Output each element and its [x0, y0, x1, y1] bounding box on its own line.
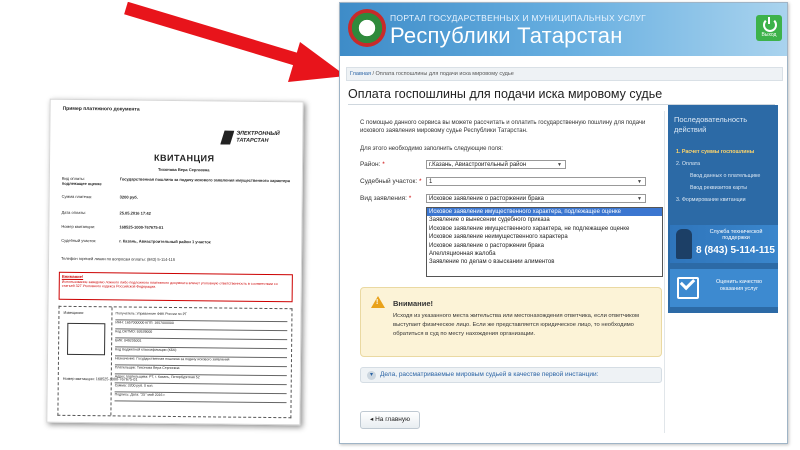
- warning-text: Исходя из указанного места жительства или местонахождения ответчика, если ответчиком выступает физическое лицо. Если же представляется юридическое лицо, то необходимо обратиться в суд по месту нахождения организации.: [393, 313, 639, 337]
- tatarstan-emblem-icon: [348, 9, 386, 47]
- dropdown-option[interactable]: Апелляционная жалоба: [429, 250, 496, 257]
- support-phone: 8 (843) 5-114-115: [696, 245, 775, 256]
- receipt-row: Дата оплаты: 25.05.2016 17:42: [61, 209, 151, 216]
- court-section-label: Судебный участок: *: [360, 178, 422, 185]
- step-item: 1. Расчет суммы госпошлины: [676, 149, 755, 155]
- header-title: Республики Татарстан: [390, 23, 623, 48]
- sidebar-title: Последовательность действий: [674, 115, 748, 134]
- chevron-left-icon: ◂: [370, 416, 374, 423]
- electronic-tatarstan-logo: ЭЛЕКТРОННЫЙ ТАТАРСТАН: [220, 129, 290, 146]
- receipt-row: Номер квитанции: 168525-1000-767675-01: [61, 223, 164, 230]
- intro-instruction: Для этого необходимо заполнить следующие поля:: [360, 146, 503, 152]
- rate-service-button[interactable]: Оценить качество оказания услуг: [670, 269, 778, 307]
- page-title: Оплата госпошлины для подачи иска мировому судье: [348, 87, 663, 101]
- receipt-row: Вид оплаты: Государственная пошлина за подачу искового заявления имущественного характера подлежащее оценке: [61, 175, 290, 187]
- district-select[interactable]: г.Казань, Авиастроительный район ▼: [426, 160, 566, 169]
- step-item: 2. Оплата: [676, 161, 701, 167]
- chevron-down-icon: ▼: [637, 179, 642, 185]
- logo-mark-icon: [220, 130, 234, 144]
- dropdown-option[interactable]: Заявление о вынесении судебного приказа: [429, 217, 550, 224]
- intro-text: С помощью данного сервиса вы можете рассчитать и оплатить государственную пошлину для подачи искового заявления мировому судье Республики Татарстан.: [360, 120, 646, 134]
- court-section-select[interactable]: 1 ▼: [426, 177, 646, 186]
- portal-header: [340, 3, 787, 56]
- application-type-label: Вид заявления: *: [360, 195, 412, 202]
- step-item: 3. Формирование квитанции: [676, 197, 746, 203]
- breadcrumb-home-link[interactable]: Главная: [350, 71, 371, 77]
- power-icon: [763, 18, 777, 32]
- chevron-down-icon: ▾: [367, 371, 376, 380]
- red-arrow: [120, 2, 350, 82]
- dropdown-option[interactable]: Заявление по делам о взыскании алиментов: [429, 259, 555, 266]
- stamp-box: [67, 323, 105, 355]
- support-banner[interactable]: Служба технической поддержки 8 (843) 5-114-115: [670, 225, 778, 263]
- back-to-home-button[interactable]: ◂ На главную: [360, 411, 420, 429]
- breadcrumb: Главная / Оплата госпошлины для подачи иска мировому судье: [346, 67, 783, 81]
- exit-button[interactable]: Выход: [756, 15, 782, 41]
- dropdown-option[interactable]: Исковое заявление о расторжении брака: [429, 242, 544, 249]
- application-type-dropdown-list: [426, 207, 663, 277]
- district-label: Район: *: [360, 161, 385, 168]
- payment-receipt-document: [46, 99, 303, 426]
- receipt-row: Судебный участок: г. Казань, Авиастроительный район 1 участок: [61, 237, 211, 245]
- form-lines: Получатель: Управление ФФК России по РТ ИНН: 1657000000 КПП: 1657000000 Код ОКТМО: 92639000 БИК: 049205001 Код бюджетной классификации (КБК): Назначение: Государственная пошлина за подачу искового заявления Плательщик: Тихонова Вера Сергеевна Адрес плательщика: РТ, г. Казань, Петербургская 52 Сумма: 3200 руб. 0 коп. Подпись: Дата: "25" май 2016 г.: [115, 311, 288, 403]
- header-subtitle: ПОРТАЛ ГОСУДАРСТВЕННЫХ И МУНИЦИПАЛЬНЫХ УСЛУГ: [390, 13, 646, 23]
- warning-title: Внимание!: [393, 299, 433, 308]
- payment-form: Извещение Номер квитанции: 168525-1000-767675-01 Получатель: Управление ФФК России по РТ ИНН: 1657000000 КПП: 1657000000 Код ОКТМО: 92639000 БИК: 049205001 Код бюджетной классификации (КБК): Назначение: Государственная пошлина за подачу искового заявления Плательщик: Тихонова Вера Сергеевна Адрес плательщика: РТ, г. Казань, Петербургская 52 Сумма: 3200 руб. 0 коп. Подпись: Дата: "25" май 2016 г.: [57, 306, 292, 418]
- step-item: Ввод реквизитов карты: [690, 185, 748, 191]
- receipt-heading: КВИТАНЦИЯ: [154, 152, 215, 164]
- chevron-down-icon: ▼: [637, 196, 642, 202]
- dropdown-option[interactable]: Исковое заявление имущественного характера, не подлежащее оценке: [429, 225, 630, 232]
- attention-box: Внимание! Использование заведомо ложного либо подложного платежного документа влечет уголовную ответственность в соответствии со статьей 327 Уголовного кодекса Российской Федерации.: [59, 272, 293, 302]
- payer-name: Тихонова Вера Сергеевна: [157, 166, 210, 173]
- dropdown-option[interactable]: Исковое заявление неимущественного характера: [429, 234, 568, 241]
- dropdown-option[interactable]: Исковое заявление имущественного характера, подлежащее оценке: [427, 208, 662, 216]
- document-title: Пример платежного документа: [62, 105, 140, 113]
- receipt-row: Сумма платежа: 3200 руб.: [61, 193, 138, 200]
- receipt-row: Телефон горячей линии по вопросам оплаты: (843) 5-114-115: [61, 255, 176, 263]
- step-item: Ввод данных о плательщике: [690, 173, 761, 179]
- cases-accordion[interactable]: ▾ Дела, рассматриваемые мировым судьей в качестве первой инстанции:: [360, 367, 662, 383]
- chevron-down-icon: ▼: [557, 162, 562, 168]
- application-type-select[interactable]: Исковое заявление о расторжении брака ▼: [426, 194, 646, 203]
- steps-list: [676, 149, 776, 209]
- operator-icon: [676, 229, 692, 259]
- portal-window: [339, 2, 788, 444]
- warning-box: ! Внимание! Исходя из указанного места жительства или местонахождения ответчика, если ответчиком выступает физическое лицо. Если же представляется юридическое лицо, то необходимо обратиться в суд по месту нахождения организации.: [360, 287, 662, 357]
